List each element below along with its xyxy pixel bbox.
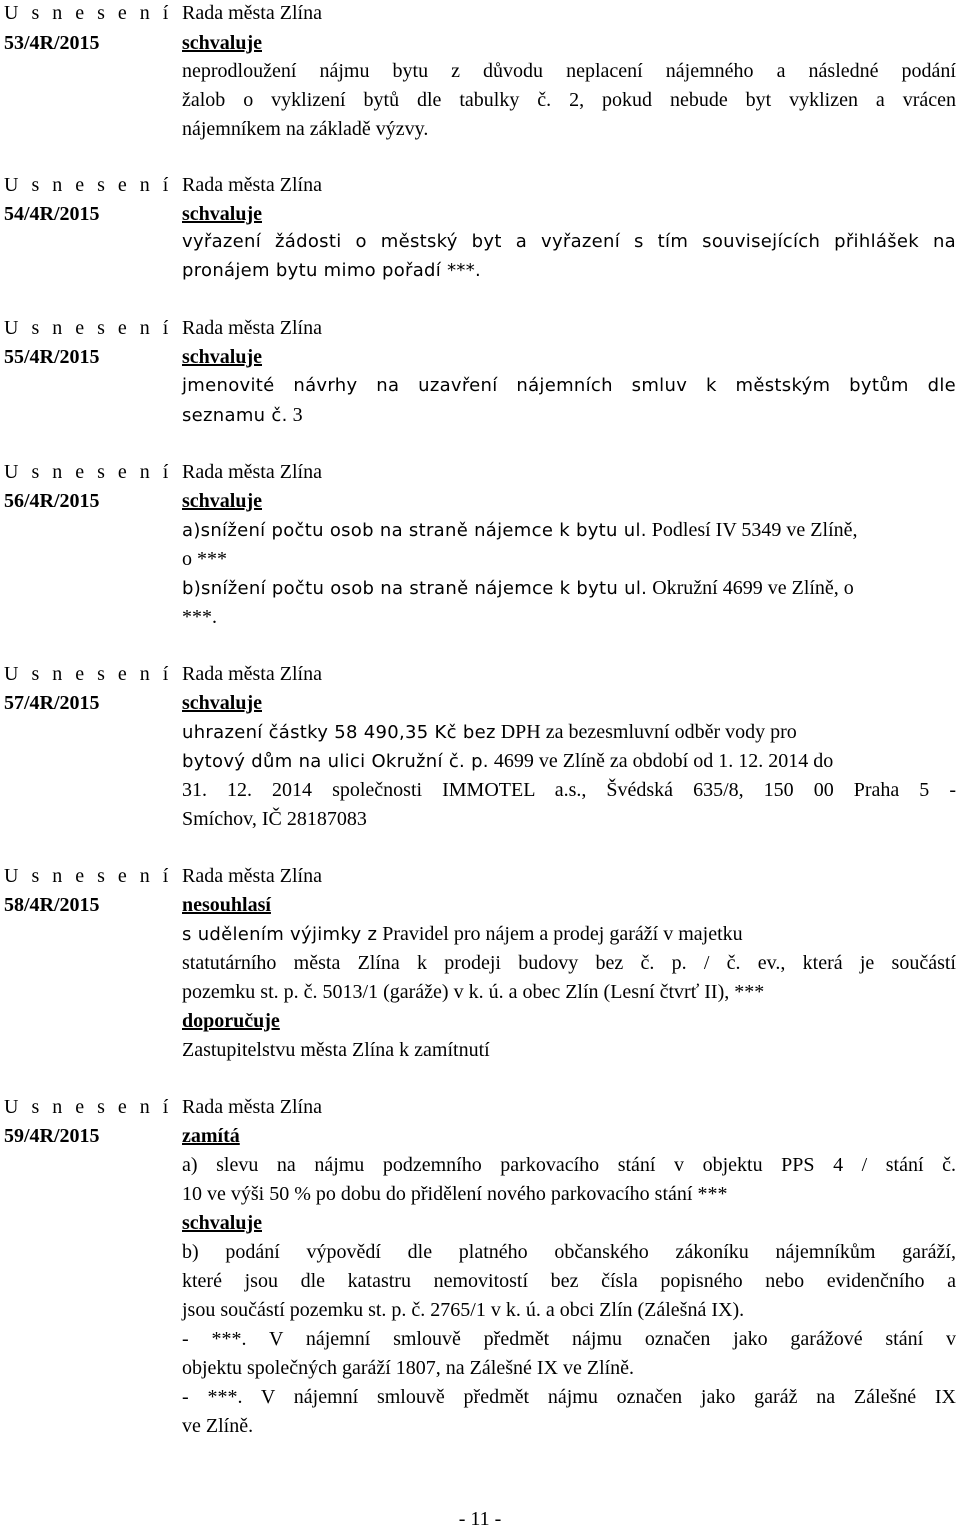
text-segment: seznamu č. [182,405,288,426]
resolution-text-line: b) podání výpovědí dle platného občanského zákoníku nájemníkům garáží, [182,1241,956,1263]
resolution-verb: doporučuje [182,1010,280,1032]
resolution-verb: schvaluje [182,1212,262,1234]
resolution-number: 53/4R/2015 [4,32,100,54]
text-segment: Okružní 4699 ve Zlíně, o [647,577,854,599]
resolution-number: 54/4R/2015 [4,203,100,225]
resolution-body: Rada města Zlína [182,461,322,483]
resolution-body: Rada města Zlína [182,317,322,339]
resolution-text-line: které jsou dle katastru nemovitostí bez čísla popisného nebo evidenčního a [182,1270,956,1292]
resolution-number: 55/4R/2015 [4,346,100,368]
text-segment: 4699 ve Zlíně za období od 1. 12. 2014 do [488,750,834,772]
resolution-label: U s n e s e n í [4,663,173,685]
resolution-text-line [182,517,858,544]
resolution-text-line: Smíchov, IČ 28187083 [182,808,367,830]
resolution-text-line: 31. 12. 2014 společnosti IMMOTEL a.s., Švédská 635/8, 150 00 Praha 5 - [182,779,956,801]
resolution-text-line: jmenovité návrhy na uzavření nájemních smluv k městským bytům dle [182,375,956,396]
resolution-number: 57/4R/2015 [4,692,100,714]
text-segment: uhrazení částky 58 490,35 Kč bez [182,722,496,743]
resolution-label: U s n e s e n í [4,865,173,887]
resolution-verb: zamítá [182,1125,240,1147]
resolution-label: U s n e s e n í [4,2,173,24]
resolution-text-line [182,575,854,602]
text-segment: s udělením výjimky z [182,924,378,945]
resolution-text-line: statutárního města Zlína k prodeji budovy bez č. p. / č. ev., která je součástí [182,952,956,974]
resolution-number: 58/4R/2015 [4,894,100,916]
resolution-text-line: nájemníkem na základě výzvy. [182,118,429,140]
resolution-body: Rada města Zlína [182,1096,322,1118]
text-segment: Podlesí IV 5349 ve Zlíně, [646,519,858,541]
text-segment: Pravidel pro nájem a prodej garáží v majetku [377,923,743,945]
resolution-text-line: ***. [182,606,217,628]
resolution-text-line: ve Zlíně. [182,1415,254,1437]
text-segment: 3 [287,404,303,426]
resolution-text-line: o *** [182,548,227,570]
text-segment: DPH za bezesmluvní odběr vody pro [495,721,797,743]
page-number: - 11 - [458,1508,502,1530]
resolution-text-line: jsou součástí pozemku st. p. č. 2765/1 v k. ú. a obci Zlín (Zálešná IX). [182,1299,745,1321]
resolution-label: U s n e s e n í [4,174,173,196]
resolution-body: Rada města Zlína [182,663,322,685]
resolution-text-line [182,719,797,746]
resolution-text-line: - ***. V nájemní smlouvě předmět nájmu označen jako garážové stání v [182,1328,956,1350]
resolution-text-line: a) slevu na nájmu podzemního parkovacího stání v objektu PPS 4 / stání č. [182,1154,956,1176]
resolution-body: Rada města Zlína [182,865,322,887]
resolution-body: Rada města Zlína [182,174,322,196]
resolution-text-line: 10 ve výši 50 % po dobu do přidělení nového parkovacího stání *** [182,1183,728,1205]
text-segment: b)snížení počtu osob na straně nájemce k bytu ul. [182,578,648,599]
resolution-verb: schvaluje [182,490,262,512]
resolution-text-line: Zastupitelstvu města Zlína k zamítnutí [182,1039,490,1061]
resolution-text-line: vyřazení žádosti o městský byt a vyřazení s tím souvisejících přihlášek na [182,231,956,252]
resolution-verb: schvaluje [182,203,262,225]
resolution-text-line [182,402,303,429]
resolution-text-line: objektu společných garáží 1807, na Zálešné IX ve Zlíně. [182,1357,635,1379]
resolution-text-line [182,921,743,948]
resolution-label: U s n e s e n í [4,1096,173,1118]
resolution-label: U s n e s e n í [4,317,173,339]
text-segment: bytový dům na ulici Okružní č. p. [182,751,489,772]
resolution-verb: schvaluje [182,346,262,368]
resolution-text-line: neprodloužení nájmu bytu z důvodu neplacení nájemného a následné podání [182,60,956,82]
resolution-text-line: pozemku st. p. č. 5013/1 (garáže) v k. ú. a obec Zlín (Lesní čtvrť II), *** [182,981,765,1003]
resolution-label: U s n e s e n í [4,461,173,483]
resolution-text-line: pronájem bytu mimo pořadí ***. [182,260,482,281]
resolution-text-line: žalob o vyklizení bytů dle tabulky č. 2, pokud nebude byt vyklizen a vrácen [182,89,956,111]
resolution-verb: schvaluje [182,32,262,54]
resolution-number: 56/4R/2015 [4,490,100,512]
resolution-body: Rada města Zlína [182,2,322,24]
resolution-verb: nesouhlasí [182,894,271,916]
resolution-text-line: - ***. V nájemní smlouvě předmět nájmu označen jako garáž na Zálešné IX [182,1386,956,1408]
resolution-verb: schvaluje [182,692,262,714]
resolution-text-line [182,748,833,775]
text-segment: a)snížení počtu osob na straně nájemce k bytu ul. [182,520,647,541]
resolution-number: 59/4R/2015 [4,1125,100,1147]
